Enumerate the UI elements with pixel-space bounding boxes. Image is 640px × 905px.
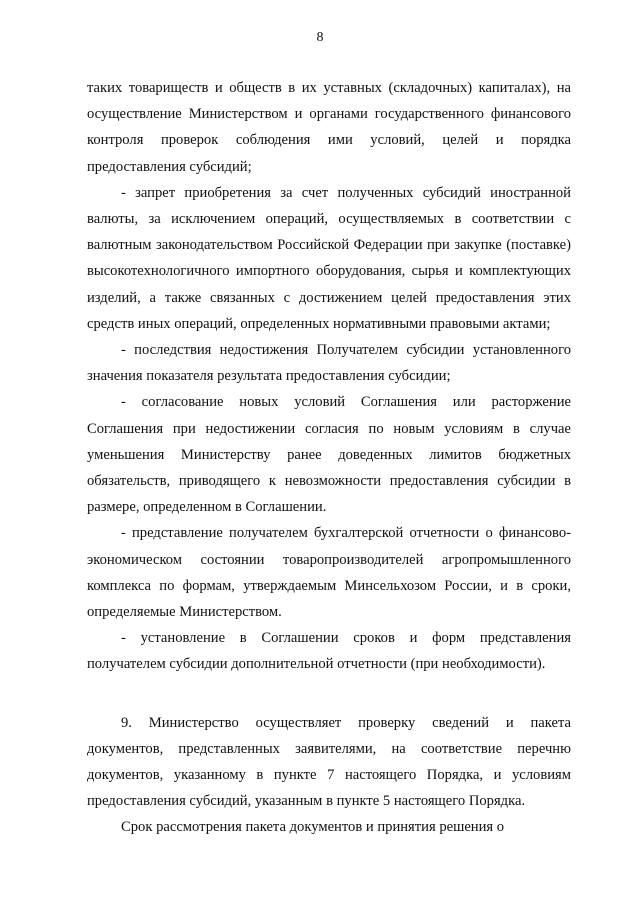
document-body	[87, 75, 571, 841]
list-item-accounting-reports: - представление получателем бухгалтерской отчетности о финансово-экономическом состоянии товаропроизводителей агропромышленного комплекса по формам, утверждаемым Минсельхозом России, и в сроки, определяемые Министерством.	[87, 525, 571, 621]
list-item-currency-ban: - запрет приобретения за счет полученных субсидий иностранной валюты, за исключением операций, осуществляемых в соответствии с валютным законодательством Российской Федерации при закупке (поставке) высокотехнологичного импортного оборудования, сырья и комплектующих изделий, а также связанных с достижением целей предоставления этих средств иных операций, определенных нормативными правовыми актами;	[87, 184, 571, 332]
paragraph-review-period: Срок рассмотрения пакета документов и принятия решения о	[121, 819, 505, 836]
clause-9: 9. Министерство осуществляет проверку сведений и пакета документов, представленных заявителями, на соответствие перечню документов, указанному в пункте 7 настоящего Порядка, и условиям предоставления субсидий, указанным в пункте 5 настоящего Порядка.	[87, 714, 571, 810]
list-item-consequences: - последствия недостижения Получателем субсидии установленного значения показателя результата предоставления субсидии;	[87, 342, 571, 385]
list-item-additional-reporting: - установление в Соглашении сроков и форм представления получателем субсидии дополнительной отчетности (при необходимости).	[87, 630, 571, 673]
paragraph-continuation: таких товариществ и обществ в их уставных (складочных) капиталах), на осуществление Министерством и органами государственного финансового контроля проверок соблюдения ими условий, целей и порядка предоставления субсидий;	[87, 80, 571, 175]
page-number: 8	[316, 30, 324, 45]
list-item-agreement-terms: - согласование новых условий Соглашения или расторжение Соглашения при недостижении согласия по новым условиям в случае уменьшения Министерству ранее доведенных лимитов бюджетных обязательств, приводящего к невозможности предоставления субсидии в размере, определенном в Соглашении.	[87, 394, 571, 516]
paragraph-gap	[87, 678, 571, 710]
